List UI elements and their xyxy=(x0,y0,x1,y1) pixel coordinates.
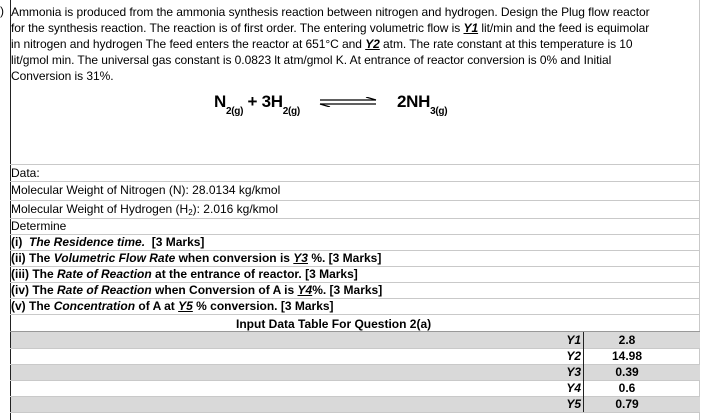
question-2: (ii) The Volumetric Flow Rate when conversion is Y3 %. [3 Marks] xyxy=(11,251,382,265)
determine-label: Determine xyxy=(11,219,67,233)
input-table-title: Input Data Table For Question 2(a) xyxy=(236,317,432,331)
table-value-y2: 14.98 xyxy=(611,349,643,363)
mw-nitrogen: Molecular Weight of Nitrogen (N): 28.0134 kg/kmol xyxy=(11,183,281,197)
reaction-equation xyxy=(214,92,300,118)
product-equation xyxy=(397,92,448,118)
table-value-y5: 0.79 xyxy=(615,397,639,411)
mw-hydrogen: Molecular Weight of Hydrogen $(H_2)$: 2.016 kg/kmol xyxy=(11,202,279,217)
h2-symbol: + 3H xyxy=(243,92,283,111)
table-label-y3: Y3 xyxy=(566,365,581,379)
right-border xyxy=(699,0,700,420)
var-y2: Y2 xyxy=(365,37,380,51)
nh3-symbol: 2NH xyxy=(397,92,431,111)
question-3: (iii) The Rate of Reaction at the entrance of reactor. [3 Marks] xyxy=(11,267,358,281)
n2-subscript: 2(g) xyxy=(225,106,244,118)
h2-subscript: 2(g) xyxy=(282,106,300,118)
var-y1: Y1 xyxy=(463,21,479,35)
question-5: (v) The Concentration of A at Y5 % conversion. [3 Marks] xyxy=(11,299,334,313)
table-value-y3: 0.39 xyxy=(615,365,639,379)
table-row xyxy=(11,364,700,380)
question-1: (i) The Residence time. [3 Marks] xyxy=(11,235,205,249)
table-divider xyxy=(583,332,584,412)
nh3-subscript: 3(g) xyxy=(430,106,448,118)
problem-text-2: lit/min and the feed is equimolar in nitrogen and hydrogen The feed enters the reactor at 651°C and xyxy=(11,21,650,51)
cut-off-paren: ) xyxy=(0,4,4,18)
data-heading: Data: xyxy=(11,166,40,180)
table-label-y4: Y4 xyxy=(566,381,581,395)
table-value-y4: 0.6 xyxy=(618,381,636,395)
question-4: (iv) The Rate of Reaction when Conversion of A is Y4%. [3 Marks] xyxy=(11,283,383,297)
table-label-y5: Y5 xyxy=(566,397,581,411)
table-row xyxy=(11,332,700,348)
problem-text-1: Ammonia is produced from the ammonia synthesis reaction between nitrogen and hydrogen. Design the Plug flow reactor for the synthesis reaction. The reaction is of first order. The entering volumetric flow is xyxy=(11,5,650,35)
n2-symbol: N xyxy=(214,92,226,111)
table-value-y1: 2.8 xyxy=(618,333,636,347)
problem-text-3: atm. The rate constant at this temperature is 10 lit/gmol min. The universal gas constant is 0.0823 lt atm/gmol K. At entrance of reactor conversion is 0% and Initial Conversion is 31%. xyxy=(11,37,633,83)
table-row xyxy=(11,396,700,412)
problem-statement xyxy=(11,4,651,84)
equilibrium-arrow-icon xyxy=(318,97,380,107)
table-label-y2: Y2 xyxy=(566,349,581,363)
table-label-y1: Y1 xyxy=(566,333,581,347)
